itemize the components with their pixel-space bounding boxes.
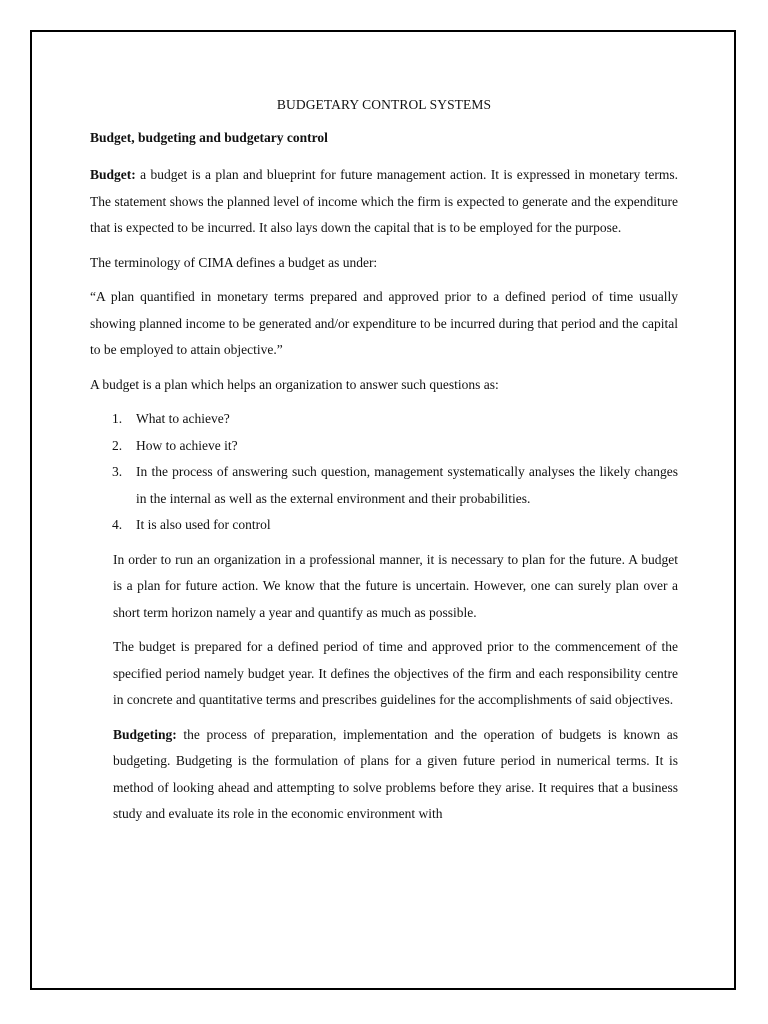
- list-item-number: 1.: [112, 411, 123, 426]
- list-item: [90, 512, 678, 539]
- future-paragraph: In order to run an organization in a professional manner, it is necessary to plan for the future. A budget is a plan for future action. We know that the future is uncertain. However, one can surely plan over a short term horizon namely a year and quantify as much as possible.: [113, 551, 678, 620]
- list-item-number: 3.: [112, 464, 123, 479]
- list-item: [90, 459, 678, 512]
- budget-definition: a budget is a plan and blueprint for future management action. It is expressed in monetary terms. The statement shows the planned level of income which the firm is expected to generate and the expenditure that is expected to be incurred. It also lays down the capital that is to be employed for the purpose.: [90, 167, 678, 235]
- list-item-number: 4.: [112, 517, 123, 532]
- list-item-text: How to achieve it?: [136, 437, 238, 453]
- cima-intro: The terminology of CIMA defines a budget as under:: [90, 254, 378, 270]
- list-item: [90, 433, 678, 460]
- budgeting-definition: the process of preparation, implementation and the operation of budgets is known as budgeting. Budgeting is the formulation of plans for a given future period in numerical terms. It is method of looking ahead and attempting to solve problems before they arise. It requires that a business study and evaluate its role in the economic environment with: [113, 726, 678, 821]
- list-item-text: What to achieve?: [136, 411, 230, 426]
- budgeting-paragraph: [113, 722, 678, 828]
- questions-list: [90, 406, 678, 539]
- budget-paragraph: [90, 162, 678, 242]
- list-item: [90, 406, 678, 433]
- prepared-paragraph: The budget is prepared for a defined period of time and approved prior to the commencement of the specified period namely budget year. It defines the objectives of the firm and each responsibility centre in concrete and quantitative terms and prescribes guidelines for the accomplishments of said objectives.: [113, 639, 678, 707]
- list-item-text: In the process of answering such question, management systematically analyses the likely changes in the internal as well as the external environment and their probabilities.: [136, 464, 678, 506]
- section-heading: Budget, budgeting and budgetary control: [90, 129, 328, 145]
- list-item-text: It is also used for control: [136, 517, 271, 532]
- budget-term: Budget:: [90, 167, 136, 182]
- page-title: BUDGETARY CONTROL SYSTEMS: [276, 97, 492, 112]
- document-body: [90, 92, 678, 836]
- cima-quote: “A plan quantified in monetary terms prepared and approved prior to a defined period of time usually showing planned income to be generated and/or expenditure to be incurred during that period and the capital to be employed to attain objective.”: [90, 289, 678, 357]
- list-item-number: 2.: [112, 437, 123, 453]
- budgeting-term: Budgeting:: [113, 726, 177, 742]
- questions-intro: A budget is a plan which helps an organization to answer such questions as:: [90, 376, 499, 392]
